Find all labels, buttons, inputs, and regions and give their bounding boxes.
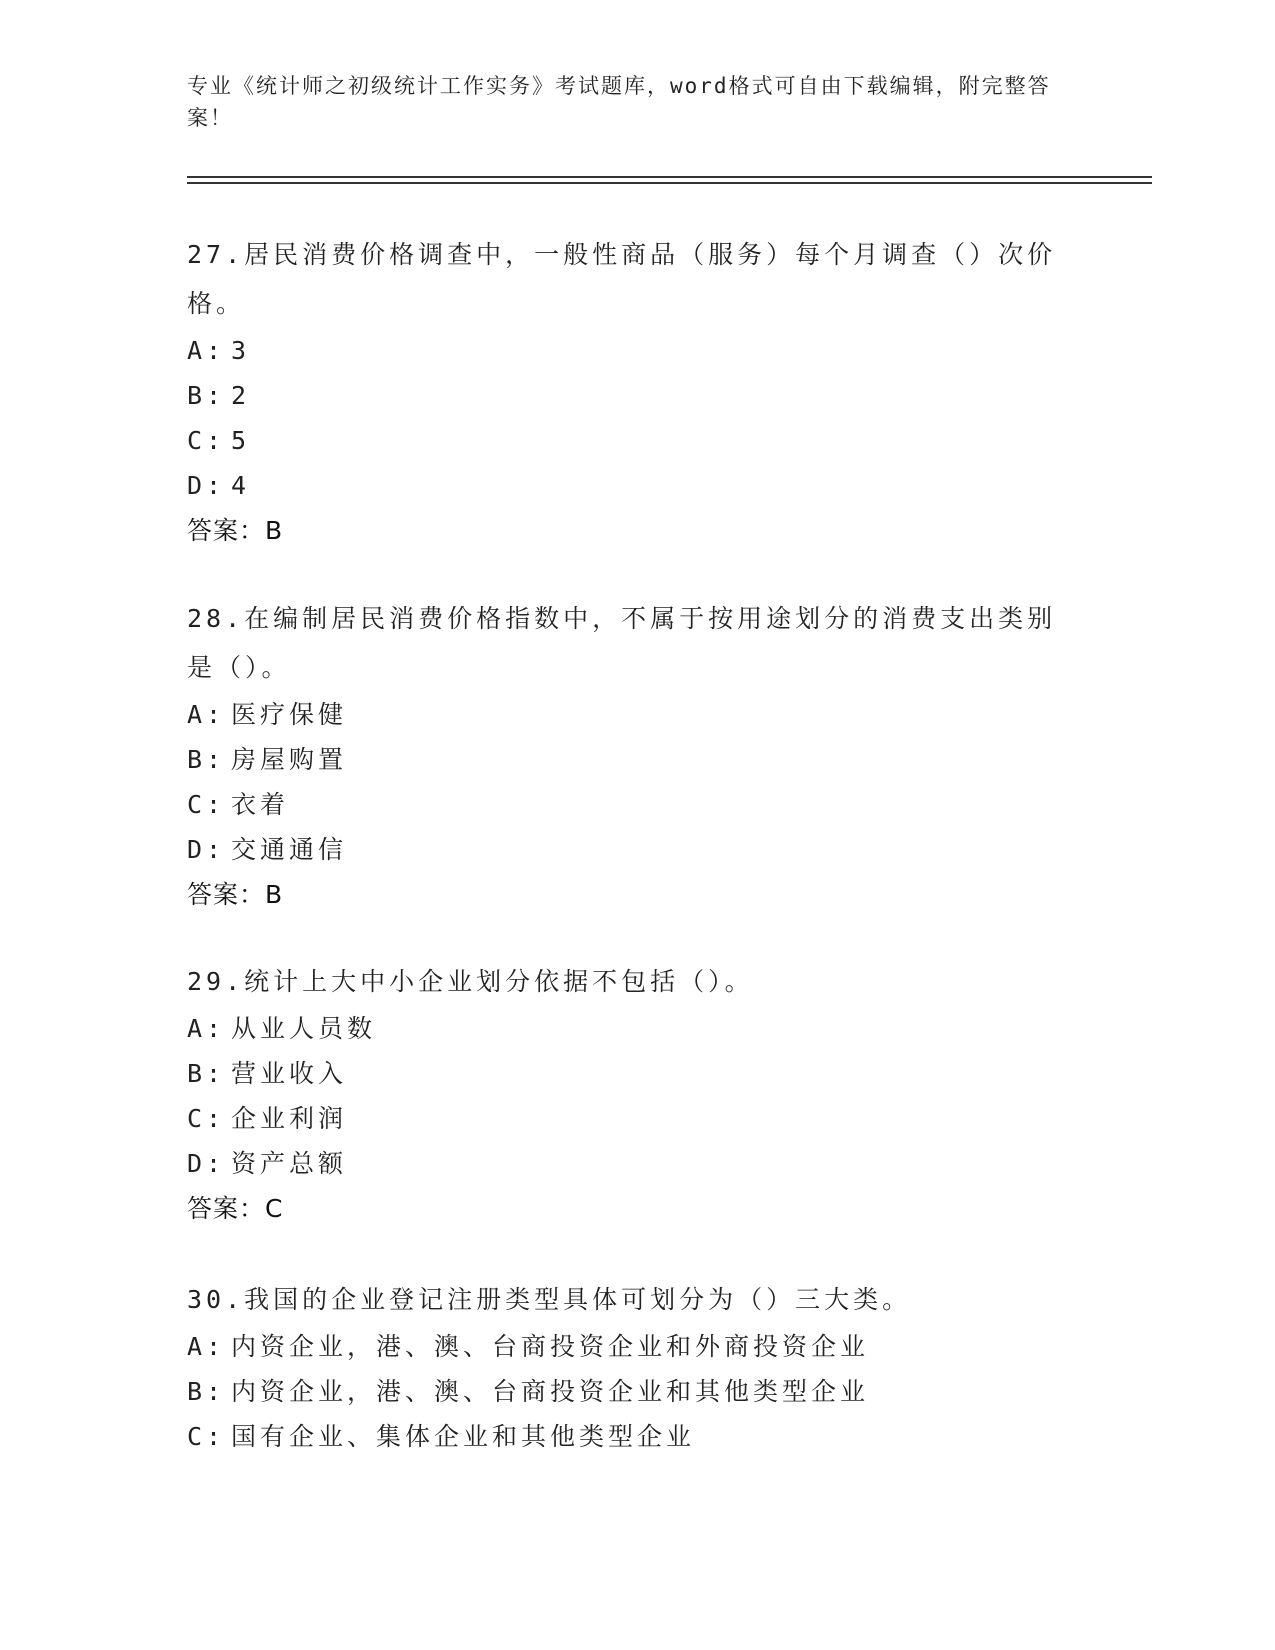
option-text: 医疗保健 xyxy=(231,700,348,729)
option-text: 资产总额 xyxy=(231,1149,348,1178)
option-a xyxy=(187,328,1067,373)
option-key: B: xyxy=(187,745,226,774)
option-text: 内资企业，港、澳、台商投资企业和外商投资企业 xyxy=(231,1332,870,1361)
option-text: 3 xyxy=(231,336,251,365)
option-text: 房屋购置 xyxy=(231,745,348,774)
option-key: A: xyxy=(187,700,226,729)
option-key: B: xyxy=(187,1377,226,1406)
option-d xyxy=(187,1141,1067,1186)
question-stem: 28.在编制居民消费价格指数中，不属于按用途划分的消费支出类别是（）。 xyxy=(187,604,1057,682)
option-key: A: xyxy=(187,1332,226,1361)
option-c xyxy=(187,1414,1067,1459)
header-divider-top xyxy=(187,176,1152,178)
option-a xyxy=(187,692,1067,737)
option-a xyxy=(187,1006,1067,1051)
option-key: B: xyxy=(187,1059,226,1088)
header-divider-bottom xyxy=(187,182,1152,184)
option-text: 营业收入 xyxy=(231,1059,348,1088)
option-key: A: xyxy=(187,336,226,365)
option-key: D: xyxy=(187,835,226,864)
option-text: 交通通信 xyxy=(231,835,348,864)
option-key: D: xyxy=(187,471,226,500)
option-text: 衣着 xyxy=(231,790,290,819)
option-key: A: xyxy=(187,1014,226,1043)
question-29 xyxy=(187,957,1067,1231)
option-text: 5 xyxy=(231,426,251,455)
option-text: 内资企业，港、澳、台商投资企业和其他类型企业 xyxy=(231,1377,870,1406)
question-stem: 30.我国的企业登记注册类型具体可划分为（）三大类。 xyxy=(187,1285,912,1314)
option-text: 2 xyxy=(231,381,251,410)
answer-line: 答案：B xyxy=(187,880,284,909)
option-text: 国有企业、集体企业和其他类型企业 xyxy=(231,1422,696,1451)
option-key: C: xyxy=(187,1422,226,1451)
document-header: 专业《统计师之初级统计工作实务》考试题库，word格式可自由下载编辑，附完整答案！ xyxy=(187,74,1051,130)
option-b xyxy=(187,1051,1067,1096)
option-key: C: xyxy=(187,1104,226,1133)
option-d xyxy=(187,827,1067,872)
option-key: D: xyxy=(187,1149,226,1178)
question-stem: 27.居民消费价格调查中，一般性商品（服务）每个月调查（）次价格。 xyxy=(187,240,1057,318)
option-d xyxy=(187,463,1067,508)
question-27 xyxy=(187,230,1067,553)
option-text: 从业人员数 xyxy=(231,1014,377,1043)
question-30 xyxy=(187,1275,1067,1459)
option-c xyxy=(187,782,1067,827)
option-key: B: xyxy=(187,381,226,410)
option-c xyxy=(187,1096,1067,1141)
answer-line: 答案：B xyxy=(187,516,284,545)
option-text: 4 xyxy=(231,471,251,500)
option-a xyxy=(187,1324,1067,1369)
question-28 xyxy=(187,594,1067,917)
option-b xyxy=(187,373,1067,418)
option-c xyxy=(187,418,1067,463)
answer-line: 答案：C xyxy=(187,1194,284,1223)
option-b xyxy=(187,1369,1067,1414)
option-key: C: xyxy=(187,426,226,455)
option-text: 企业利润 xyxy=(231,1104,348,1133)
option-b xyxy=(187,737,1067,782)
option-key: C: xyxy=(187,790,226,819)
question-stem: 29.统计上大中小企业划分依据不包括（）。 xyxy=(187,967,754,996)
